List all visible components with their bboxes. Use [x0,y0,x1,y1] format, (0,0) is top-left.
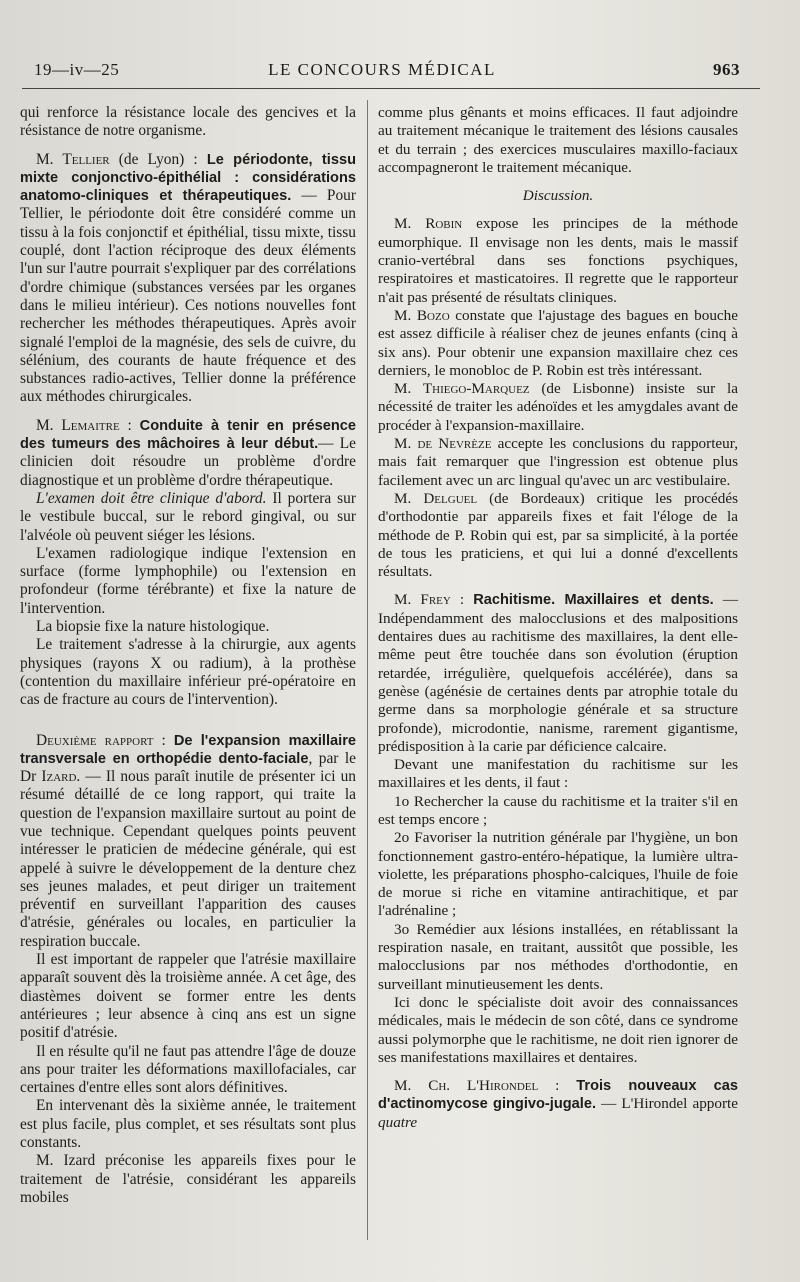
column-divider [367,100,368,1240]
paragraph: Il est important de rappeler que l'atrésie maxillaire apparaît souvent dès la troisième année. A cet âge, des diastèmes doivent se former entre les dents antérieures ; leur absence à cinq ans est un signe positif d'atrésie. [20,951,356,1042]
paragraph: 3o Remédier aux lésions installées, en rétablissant la respiration nasale, en traitant, aussitôt que possible, les malocclusions par nos méthodes d'orthodontie, en surveillant minutieusement les dents. [378,920,738,993]
author-name: M. Thiego-Marquez [394,380,530,398]
paragraph: M. Robin expose les principes de la méthode eumorphique. Il envisage non les dents, mais le massif cranio-vertébral dans ses fonctions psychiques, respiratoires et masticatoires. Il regrette que le rapporteur n'ait pas présenté de résultats cliniques. [378,215,738,306]
paragraph: M. Lemaitre : Conduite à tenir en présence des tumeurs des mâchoires à leur début.— Le clinicien doit résoudre un problème d'ordre diagnostique et un problème d'ordre thérapeutique. [20,416,356,489]
paragraph: M. Bozo constate que l'ajustage des bagues en bouche est assez difficile à réaliser chez de jeunes enfants (cinq à six ans). Pour obtenir une expansion maxillaire chez ces derniers, le monobloc de P. Robin est très intéressant. [378,306,738,379]
author-name: M. Lemaitre [36,416,120,434]
section-title: Rachitisme. Maxillaires et dents. [473,592,714,609]
author-name: M. Frey [394,591,451,609]
author-name: M. Robin [394,215,463,233]
paragraph: Le traitement s'adresse à la chirurgie, aux agents physiques (rayons X ou radium), à la prothèse (contention du maxillaire inférieur pré-opératoire en cas de fracture au cours de l'intervention). [20,636,356,709]
paragraph: M. Thiego-Marquez (de Lisbonne) insiste sur la nécessité de traiter les adénoïdes et les amygdales avant de procéder à l'expansion-maxillaire. [378,380,739,434]
paragraph: En intervenant dès la sixième année, le traitement est plus facile, plus complet, et ses résultats sont plus constants. [20,1097,356,1152]
paragraph: M. Ch. L'Hirondel : Trois nouveaux cas d'actinomycose gingivo-jugale. — L'Hirondel apporte quatre [378,1077,738,1131]
header-date: 19—iv—25 [34,60,120,79]
author-name: M. de Nevrèze [394,435,492,453]
section-title: De l'expansion maxillaire transversale en orthopédie dento-faciale [20,732,356,767]
page-header [34,58,740,84]
author-name: Izard [41,768,77,786]
section-label: Deuxième rapport [36,731,154,749]
paragraph: M. Frey : Rachitisme. Maxillaires et dents. — Indépendamment des malocclusions et des malpositions dentaires dues au rachitisme des maxillaires, la dent elle-même peut être touchée dans son évolution (éruption retardée, irrégulière, quelquefois accélérée), dans sa genèse (agénésie de certaines dents par atrophie totale du germe dans sa morphologie générale et sa structure profonde), microdontie, nanisme, rarement gigantisme, prédisposition à la carie par déficience calcaire. [378,591,738,755]
paragraph: M. Tellier (de Lyon) : Le périodonte, tissu mixte conjonctivo-épithélial : considérations anatomo-cliniques et thérapeutiques. — Pour Tellier, le périodonte doit être considéré comme un tissu à la fois conjonctif et épithélial, tissu mixte, tissu couplé, dont l'action réciproque des deux éléments l'un sur l'autre pourrait s'expliquer par des corrélations d'ordre chimique (substances versées par les organes dans le milieu intérieur). Ces notions nouvelles font rechercher les méthodes thérapeutiques. Après avoir signalé l'emploi de la magnésie, des sels de cuivre, du sélénium, des courants de haute fréquence et des substances radio-actives, Tellier donne la préférence aux méthodes chirurgicales. [20,150,356,406]
left-column [20,104,356,1207]
paragraph: 1o Rechercher la cause du rachitisme et la traiter s'il en est temps encore ; [378,792,738,828]
paragraph: L'examen radiologique indique l'extension en surface (forme lymphophile) ou l'extension en profondeur (forme térébrante) et fixe la nature de l'intervention. [20,544,356,617]
author-name: M. Delguel [394,489,478,507]
author-name: M. Bozo [394,306,450,324]
paragraph: M. Delguel (de Bordeaux) critique les procédés d'orthodontie par appareils fixes et fait l'éloge de la méthode de P. Robin qui est, par sa simplicité, à la portée de tous les praticiens, et qui lui a donné d'excellents résultats. [378,489,738,581]
paragraph: M. de Nevrèze accepte les conclusions du rapporteur, mais fait remarquer que l'ingression est obtenue plus facilement avec un arc lingual qu'avec un arc vestibulaire. [378,435,738,489]
section-title: Conduite à tenir en présence des tumeurs des mâchoires à leur début. [20,417,356,453]
paragraph: L'examen doit être clinique d'abord. Il portera sur le vestibule buccal, sur le rebord gingival, ou sur l'alvéole où peuvent siéger les lésions. [20,489,356,544]
paragraph: La biopsie fixe la nature histologique. [36,618,270,636]
header-page-number: 963 [713,60,740,79]
paragraph: Deuxième rapport : De l'expansion maxillaire transversale en orthopédie dento-faciale, par le Dr Izard. — Il nous paraît inutile de présenter ici un résumé détaillé de ce long rapport, qui traite la question de l'expansion maxillaire surtout au point de vue technique. Cependant quelques points peuvent intéresser le praticien de médecine générale, qui est appelé à suivre le développement de la denture chez ses jeunes malades, et peut diriger un traitement préventif en surveillant l'apparition des causes d'atrésie, générales ou locales, en particulier la respiration buccale. [20,731,357,950]
header-rule [22,88,760,89]
discussion-heading: Discussion. [522,187,594,205]
paragraph: Il en résulte qu'il ne faut pas attendre l'âge de douze ans pour traiter les déformations maxillofaciales, car certaines d'entre elles sont alors définitives. [20,1042,356,1097]
header-journal-title: LE CONCOURS MÉDICAL [268,60,496,79]
paragraph: M. Izard préconise les appareils fixes pour le traitement de l'atrésie, considérant les appareils mobiles [20,1152,356,1206]
paragraph: Ici donc le spécialiste doit avoir des connaissances médicales, mais le médecin de son côté, dans ce syndrome aussi polymorphe que le rachitisme, ne doit rien ignorer de ses manifestations maxillaires et dentaires. [378,993,738,1066]
paragraph: Devant une manifestation du rachitisme sur les maxillaires et les dents, il faut : [378,756,738,792]
paragraph: comme plus gênants et moins efficaces. Il faut adjoindre au traitement mécanique le traitement des lésions causales et du terrain ; des exercices musculaires maxillo-faciaux accompagneront le traitement mécanique. [378,104,738,176]
right-column [378,104,738,1132]
paragraph: qui renforce la résistance locale des gencives et la résistance de notre organisme. [20,104,356,140]
author-name: M. Tellier [36,150,110,168]
section-title: Trois nouveaux cas d'actinomycose gingivo-jugale. [378,1078,738,1113]
paragraph: 2o Favoriser la nutrition générale par l'hygiène, un bon fonctionnement gastro-entéro-hépatique, la lumière ultra-violette, les préparations phospho-calciques, l'huile de foie de morue si riche en vitamine antirachitique, et par l'adrénaline ; [378,829,738,920]
section-title: Le périodonte, tissu mixte conjonctivo-épithélial : considérations anatomo-cliniques et thérapeutiques. [20,151,356,205]
author-name: M. Ch. L'Hirondel [394,1077,539,1095]
